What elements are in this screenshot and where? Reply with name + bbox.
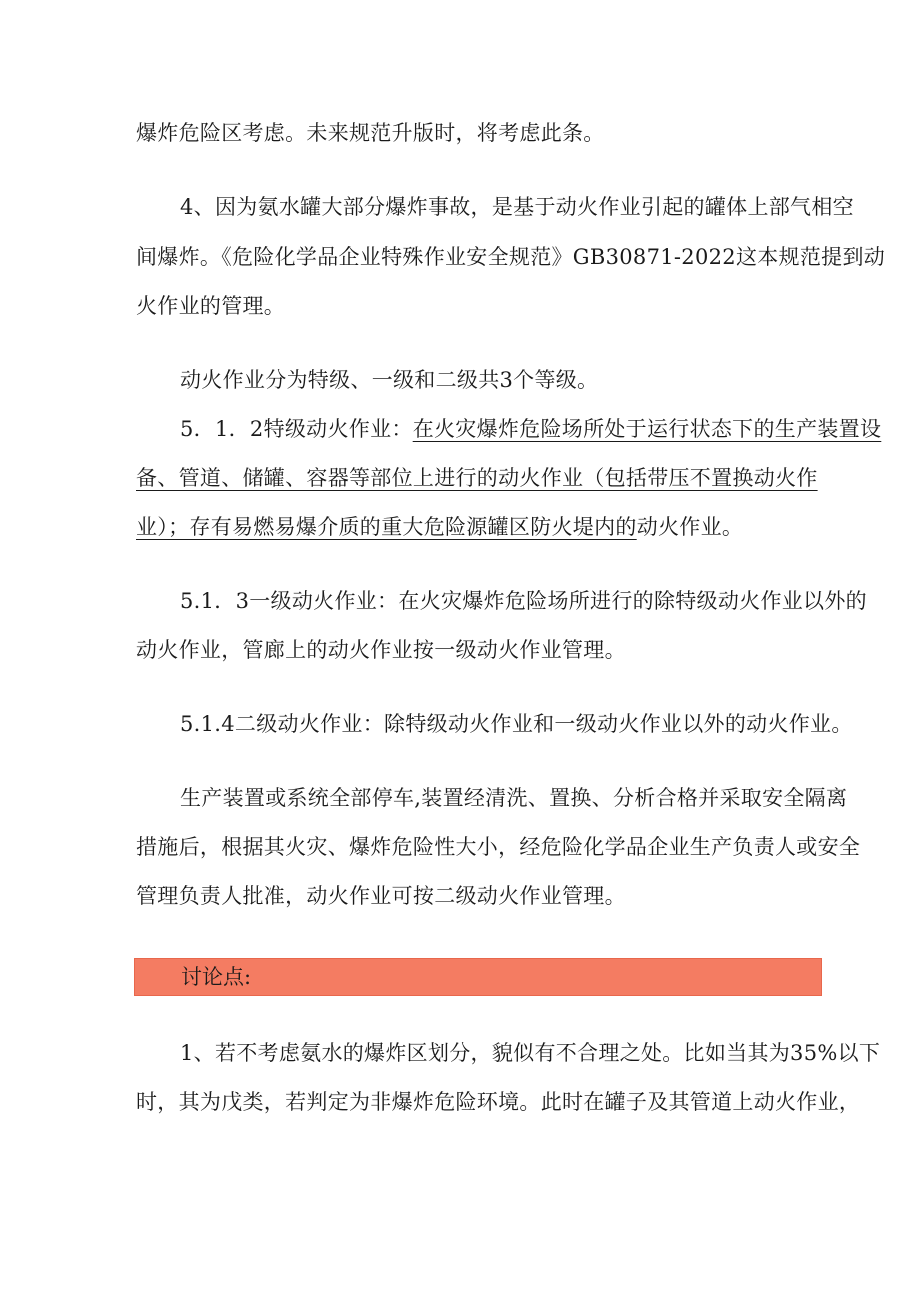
paragraph-line: 生产装置或系统全部停车,装置经清洗、置换、分析合格并采取安全隔离 (180, 786, 848, 810)
paragraph-line: 5.1．3一级动火作业：在火灾爆炸危险场所进行的除特级动火作业以外的 (180, 589, 867, 613)
paragraph-line (136, 512, 826, 542)
paragraph-line: 动火作业，管廊上的动火作业按一级动火作业管理。 (136, 638, 626, 662)
paragraph-line: 火作业的管理。 (136, 294, 286, 318)
underlined-text: 在火灾爆炸危险场所处于运行状态下的生产装置设 (412, 417, 882, 441)
banner-title: 讨论点: (181, 965, 252, 989)
paragraph-line: 4、因为氨水罐大部分爆炸事故，是基于动火作业引起的罐体上部气相空 (180, 195, 854, 219)
paragraph-line: 5.1.4二级动火作业：除特级动火作业和一级动火作业以外的动火作业。 (180, 712, 853, 736)
paragraph-line: 爆炸危险区考虑。未来规范升版时，将考虑此条。 (136, 121, 605, 145)
paragraph-line: 间爆炸。《危险化学品企业特殊作业安全规范》GB30871-2022这本规范提到动 (136, 245, 886, 269)
clause-number: 5．1．2特级动火作业： (180, 417, 413, 441)
paragraph-line: 措施后，根据其火灾、爆炸危险性大小，经危险化学品企业生产负责人或安全 (136, 835, 861, 859)
paragraph-line (180, 414, 882, 444)
paragraph-line: 管理负责人批准，动火作业可按二级动火作业管理。 (136, 884, 626, 908)
plain-text: 动火作业。 (636, 515, 744, 539)
paragraph-line: 时，其为戊类，若判定为非爆炸危险环境。此时在罐子及其管道上动火作业， (136, 1090, 861, 1114)
underlined-text: 业）；存有易燃易爆介质的重大危险源罐区防火堤内的 (136, 515, 637, 539)
paragraph-line: 1、若不考虑氨水的爆炸区划分，貌似有不合理之处。比如当其为35%以下 (180, 1041, 881, 1065)
underlined-line: 备、管道、储罐、容器等部位上进行的动火作业（包括带压不置换动火作 (136, 466, 818, 490)
paragraph-line: 动火作业分为特级、一级和二级共3个等级。 (180, 368, 599, 392)
discussion-banner (134, 958, 822, 996)
